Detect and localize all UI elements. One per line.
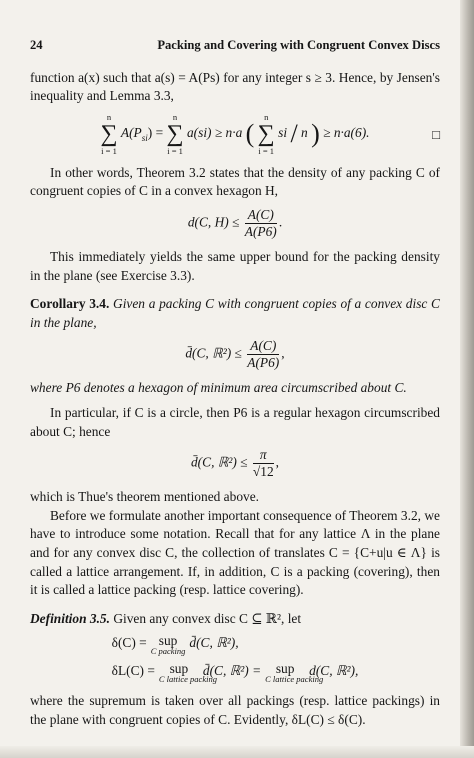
corollary-text: Given a packing C with congruent copies of a convex disc C in the plane,: [30, 296, 440, 330]
running-head: [30, 36, 440, 55]
corollary-where: where P6 denotes a hexagon of minimum area circumscribed about C.: [30, 380, 407, 396]
delta-definition: δ(C) = sup C packing d̄(C, ℝ²),: [111, 633, 239, 657]
thue-formula: d̄(C, ℝ²) ≤ $\frac{\pi}{√12}$ ,: [190, 447, 280, 480]
definition-text: Given any convex disc C ⊆ ℝ², let: [113, 610, 302, 626]
corollary-label: Corollary 3.4.: [30, 296, 110, 312]
page-number: 24: [30, 38, 43, 52]
density-definitions: [30, 634, 440, 684]
paragraph-notation: Before we formulate another important consequence of Theorem 3.2, we have to introduce some notation. Recall that for any lattice Λ in the plane and for any convex disc C, the collection of translates C = {C+u|u ∈ Λ} is called a lattice arrangement. If, in addition, C is a packing (covering), then it is called a lattice packing (resp. lattice covering).: [30, 507, 440, 598]
density-hexagon-bound: d(C, H) ≤ $\frac{A(C)}{A(P6)}$ .: [187, 206, 283, 239]
paragraph-thue: which is Thue's theorem mentioned above.: [30, 489, 260, 505]
page-bottom-shadow: [0, 746, 474, 758]
corollary-formula: d̄(C, ℝ²) ≤ $\frac{A(C)}{A(P6)}$ ,: [185, 338, 285, 371]
page-content: [30, 36, 440, 729]
sum-symbol-middle: n ∑ i = 1: [166, 111, 184, 156]
running-title: Packing and Covering with Congruent Convex Discs: [157, 38, 440, 52]
definition-label: Definition 3.5.: [30, 610, 110, 626]
definition-3-5: [30, 610, 440, 629]
jensen-inequality: n ∑ i = 1 $A(P_{si})$ = n ∑ i = 1 a(si) ≥ n·a ( n ∑ i = 1 si / n ) ≥ n·a(6). □: [100, 111, 440, 156]
paragraph-circle-case: In particular, if C is a circle, then P6 is a regular hexagon circumscribed about C; hence: [30, 404, 440, 439]
sum-symbol-inner: n ∑ i = 1: [257, 111, 275, 156]
paragraph-supremum: where the supremum is taken over all packings (resp. lattice packings) in the plane with congruent copies of C. Evidently, δL(C) ≤ δ(C).: [30, 693, 440, 727]
paragraph-jensen-intro: function a(x) such that a(s) = A(Ps) for any integer s ≥ 3. Hence, by Jensen's inequality and Lemma 3.3,: [30, 69, 440, 104]
sum-symbol-left: n ∑ i = 1: [100, 111, 118, 156]
page-edge-shadow: [460, 0, 474, 758]
corollary-3-4: [30, 295, 440, 332]
paragraph-theorem-restated: In other words, Theorem 3.2 states that the density of any packing C of congruent copies of C in a convex hexagon H,: [30, 164, 440, 199]
delta-lattice-definition: δL(C) = sup C lattice packing d̄(C, ℝ²) = sup C lattice packing d(C, ℝ²),: [111, 661, 359, 685]
qed-symbol: □: [432, 126, 440, 142]
paragraph-upper-bound: This immediately yields the same upper bound for the packing density in the plane (see Exercise 3.3).: [30, 248, 440, 283]
